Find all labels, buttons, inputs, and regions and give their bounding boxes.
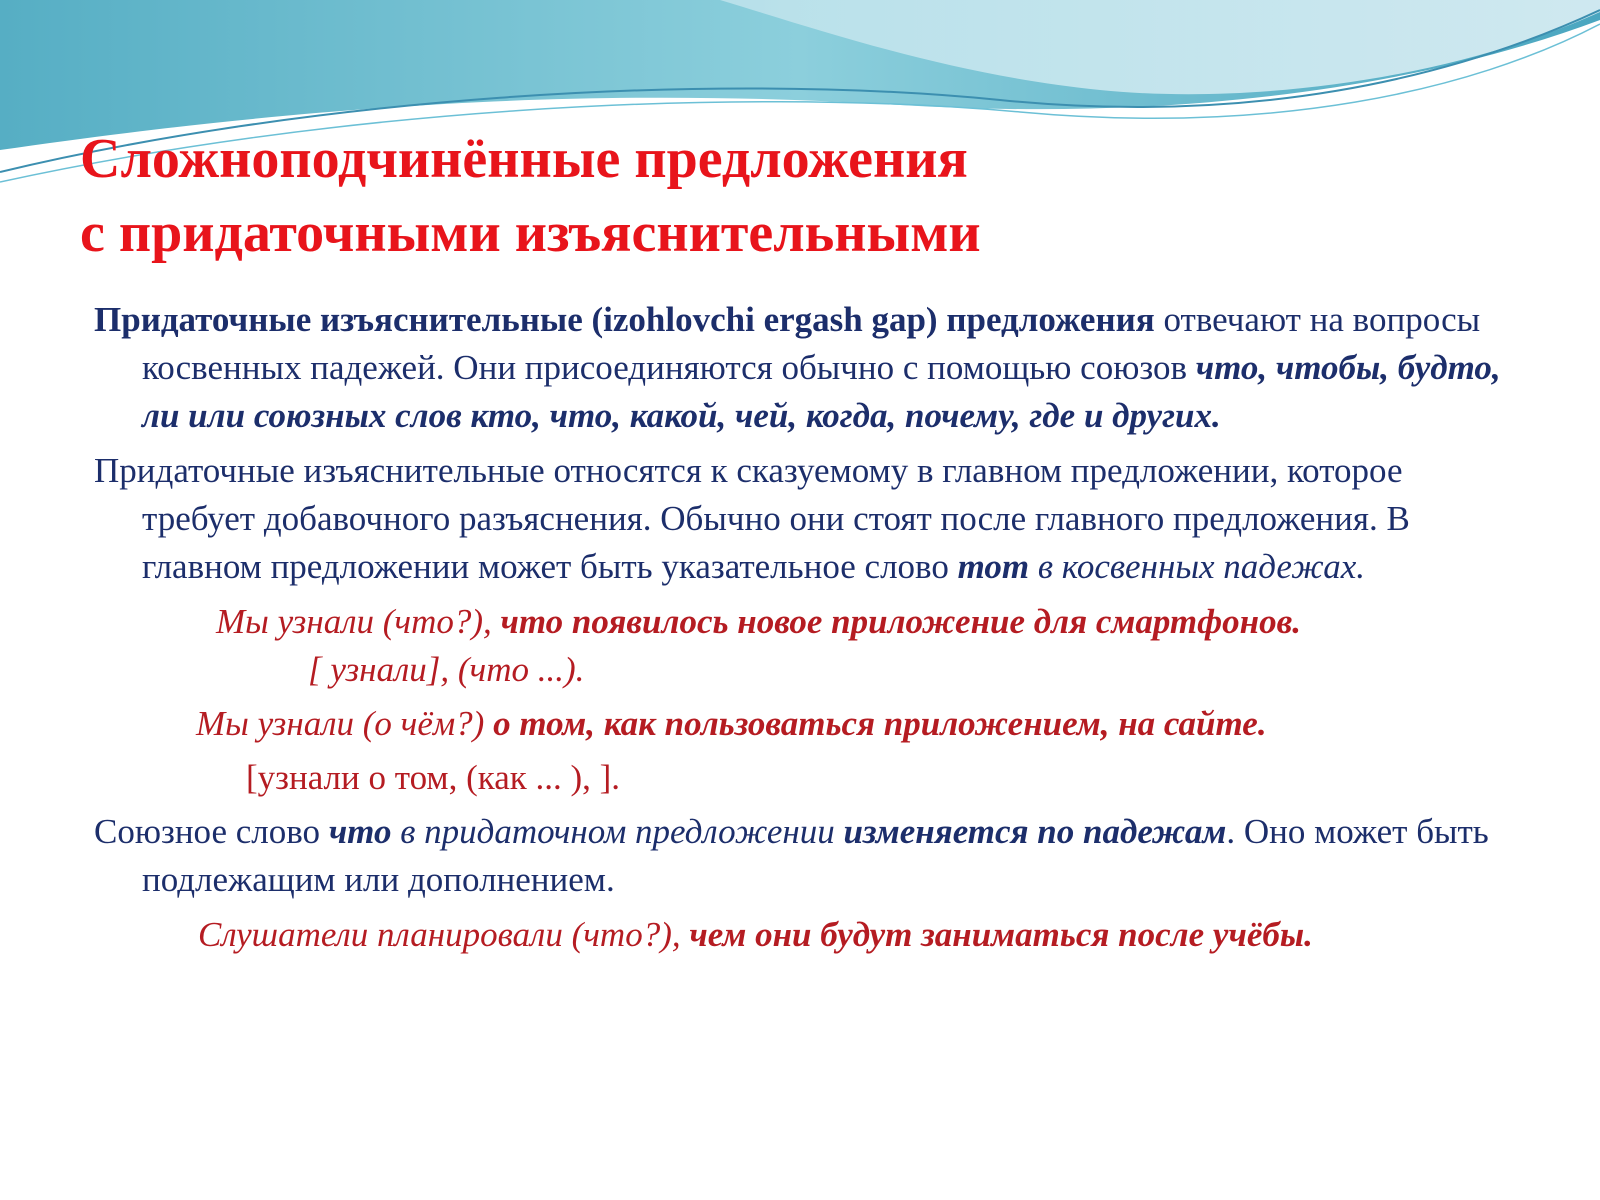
position-text: Придаточные изъяснительные относятся к сказуемому в главном предложении, которое требует добавочного разъяснения. Обычно они стоят после главного предложения. В главном предложении может быть указательное слово (94, 451, 1410, 586)
example-2-lead: Мы узнали (о чём?) (196, 704, 494, 743)
definition-paragraph (94, 296, 1506, 440)
demonstrative-word: тот (957, 547, 1030, 586)
slide-title (80, 122, 981, 270)
case-mid: в придаточном предложении (391, 812, 844, 851)
example-sentence-3 (94, 911, 1506, 959)
example-scheme-2: [узнали о том, (как ... ), ]. (246, 758, 621, 797)
case-start: Союзное слово (94, 812, 329, 851)
position-paragraph (94, 447, 1506, 591)
example-3-clause: чем они будут заниматься после учёбы. (689, 915, 1313, 954)
example-3-lead: Слушатели планировали (что?), (198, 915, 690, 954)
case-paragraph (94, 808, 1506, 904)
conjunction-list: что, чтобы, будто, ли или союзных слов кто, что, какой, чей, когда, почему, где и других. (142, 348, 1501, 435)
case-word: что (328, 812, 392, 851)
example-2-clause: о том, как пользоваться приложением, на сайте. (493, 704, 1267, 743)
case-bold: изменяется по падежам (843, 812, 1227, 851)
slide-title-line-1: Сложноподчинённые предложения (80, 128, 968, 190)
definition-term: Придаточные изъяснительные (izohlovchi ergash gap) предложения (94, 300, 1155, 339)
definition-text: отвечают на вопросы косвенных падежей. Они присоединяются обычно с помощью союзов (142, 300, 1481, 387)
example-sentence-1 (94, 598, 1506, 646)
slide-body (94, 296, 1506, 959)
example-sentence-2 (94, 700, 1506, 748)
example-scheme-1: [ узнали], (что ...). (308, 650, 585, 689)
example-1-clause: что появилось новое приложение для смартфонов. (500, 602, 1302, 641)
slide-title-line-2: с придаточными изъяснительными (80, 202, 981, 264)
case-end: . Оно может быть подлежащим или дополнением. (142, 812, 1489, 899)
example-1-lead: Мы узнали (что?), (216, 602, 501, 641)
position-tail: в косвенных падежах. (1029, 547, 1365, 586)
